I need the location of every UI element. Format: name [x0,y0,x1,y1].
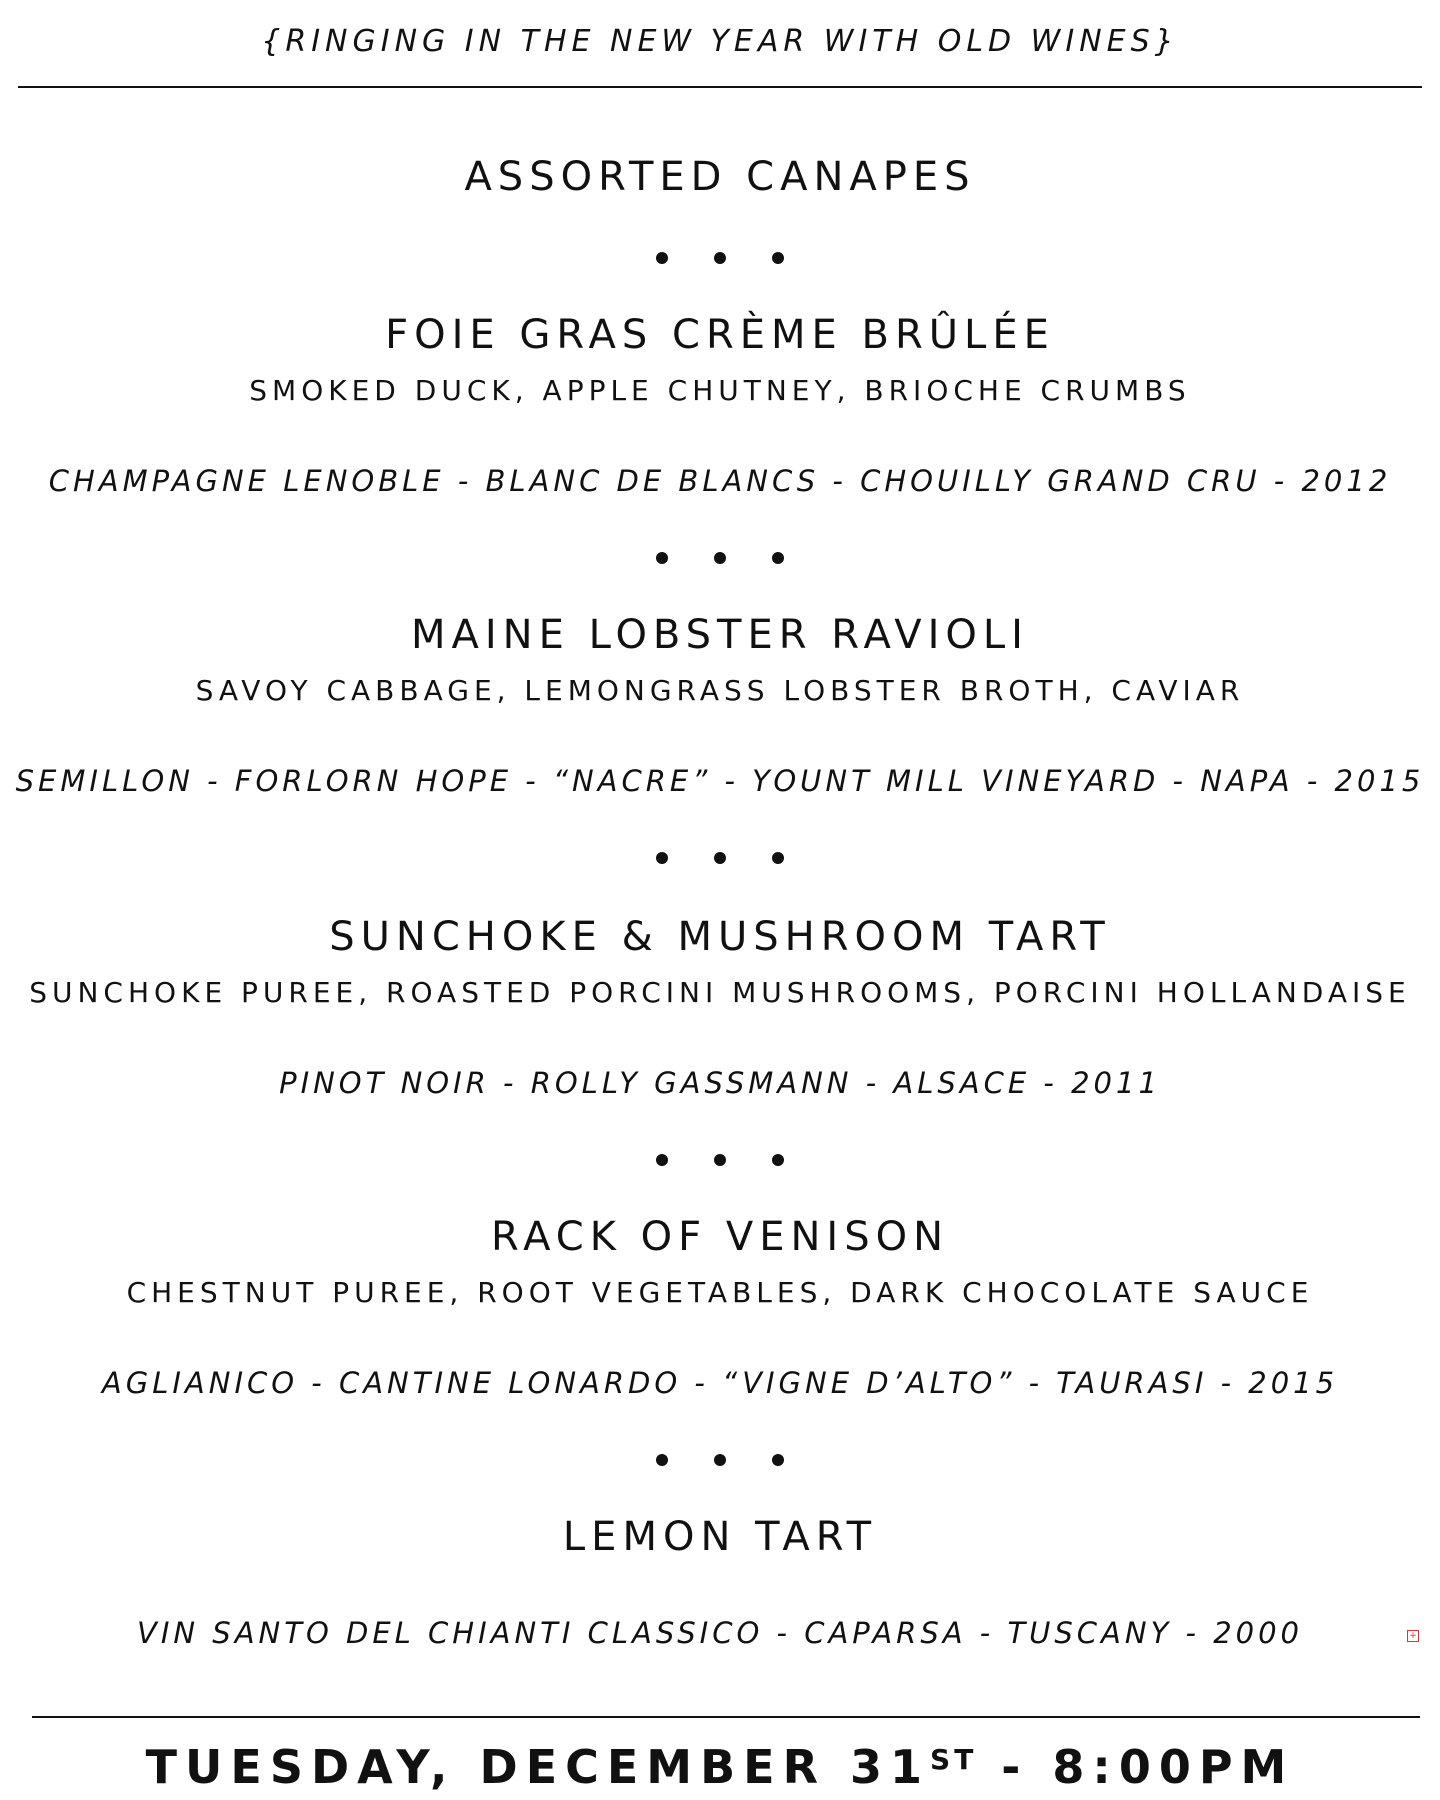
separator-dot [714,552,726,564]
course-separator [0,1154,1440,1168]
event-time: - 8:00PM [977,1740,1295,1794]
wine-pairing: SEMILLON - FORLORN HOPE - “NACRE” - YOUNT MILL VINEYARD - NAPA - 2015 [15,764,1425,798]
top-divider [18,86,1422,88]
event-date-time [0,1740,1440,1794]
separator-dot [772,1454,784,1466]
course-name: RACK OF VENISON [490,1214,950,1260]
header-title: {RINGING IN THE NEW YEAR WITH OLD WINES} [261,24,1179,59]
course-separator [0,552,1440,566]
course-separator [0,1454,1440,1468]
course-description: SUNCHOKE PUREE, ROASTED PORCINI MUSHROOMS, PORCINI HOLLANDAISE [29,976,1411,1009]
course-name: LEMON TART [562,1514,878,1560]
separator-dot [656,852,668,864]
bottom-divider [32,1716,1420,1718]
separator-dot [714,852,726,864]
wine-pairing: AGLIANICO - CANTINE LONARDO - “VIGNE D’ALTO” - TAURASI - 2015 [101,1366,1339,1400]
separator-dot [656,552,668,564]
separator-dot [772,852,784,864]
course-description: SMOKED DUCK, APPLE CHUTNEY, BRIOCHE CRUMBS [249,374,1191,407]
wine-pairing: PINOT NOIR - ROLLY GASSMANN - ALSACE - 2011 [279,1066,1161,1100]
wine-pairing: CHAMPAGNE LENOBLE - BLANC DE BLANCS - CHOUILLY GRAND CRU - 2012 [48,464,1392,498]
course-description: CHESTNUT PUREE, ROOT VEGETABLES, DARK CHOCOLATE SAUCE [126,1276,1314,1309]
date-ordinal: ST [930,1743,978,1776]
course-separator [0,852,1440,866]
separator-dot [714,1154,726,1166]
separator-dot [656,1154,668,1166]
course-name: MAINE LOBSTER RAVIOLI [411,612,1029,658]
separator-dot [772,552,784,564]
wine-pairing: VIN SANTO DEL CHIANTI CLASSICO - CAPARSA - TUSCANY - 2000 [136,1616,1304,1650]
course-name: SUNCHOKE & MUSHROOM TART [329,914,1111,960]
course-description: SAVOY CABBAGE, LEMONGRASS LOBSTER BROTH, CAVIAR [195,674,1245,707]
separator-dot [772,252,784,264]
separator-dot [714,1454,726,1466]
separator-dot [656,1454,668,1466]
course-separator [0,252,1440,266]
event-date: TUESDAY, DECEMBER 31 [145,1740,931,1794]
separator-dot [656,252,668,264]
separator-dot [772,1154,784,1166]
separator-dot [714,252,726,264]
expand-icon[interactable]: + [1407,1630,1419,1642]
course-name: ASSORTED CANAPES [464,154,976,200]
course-name: FOIE GRAS CRÈME BRÛLÉE [385,312,1055,358]
